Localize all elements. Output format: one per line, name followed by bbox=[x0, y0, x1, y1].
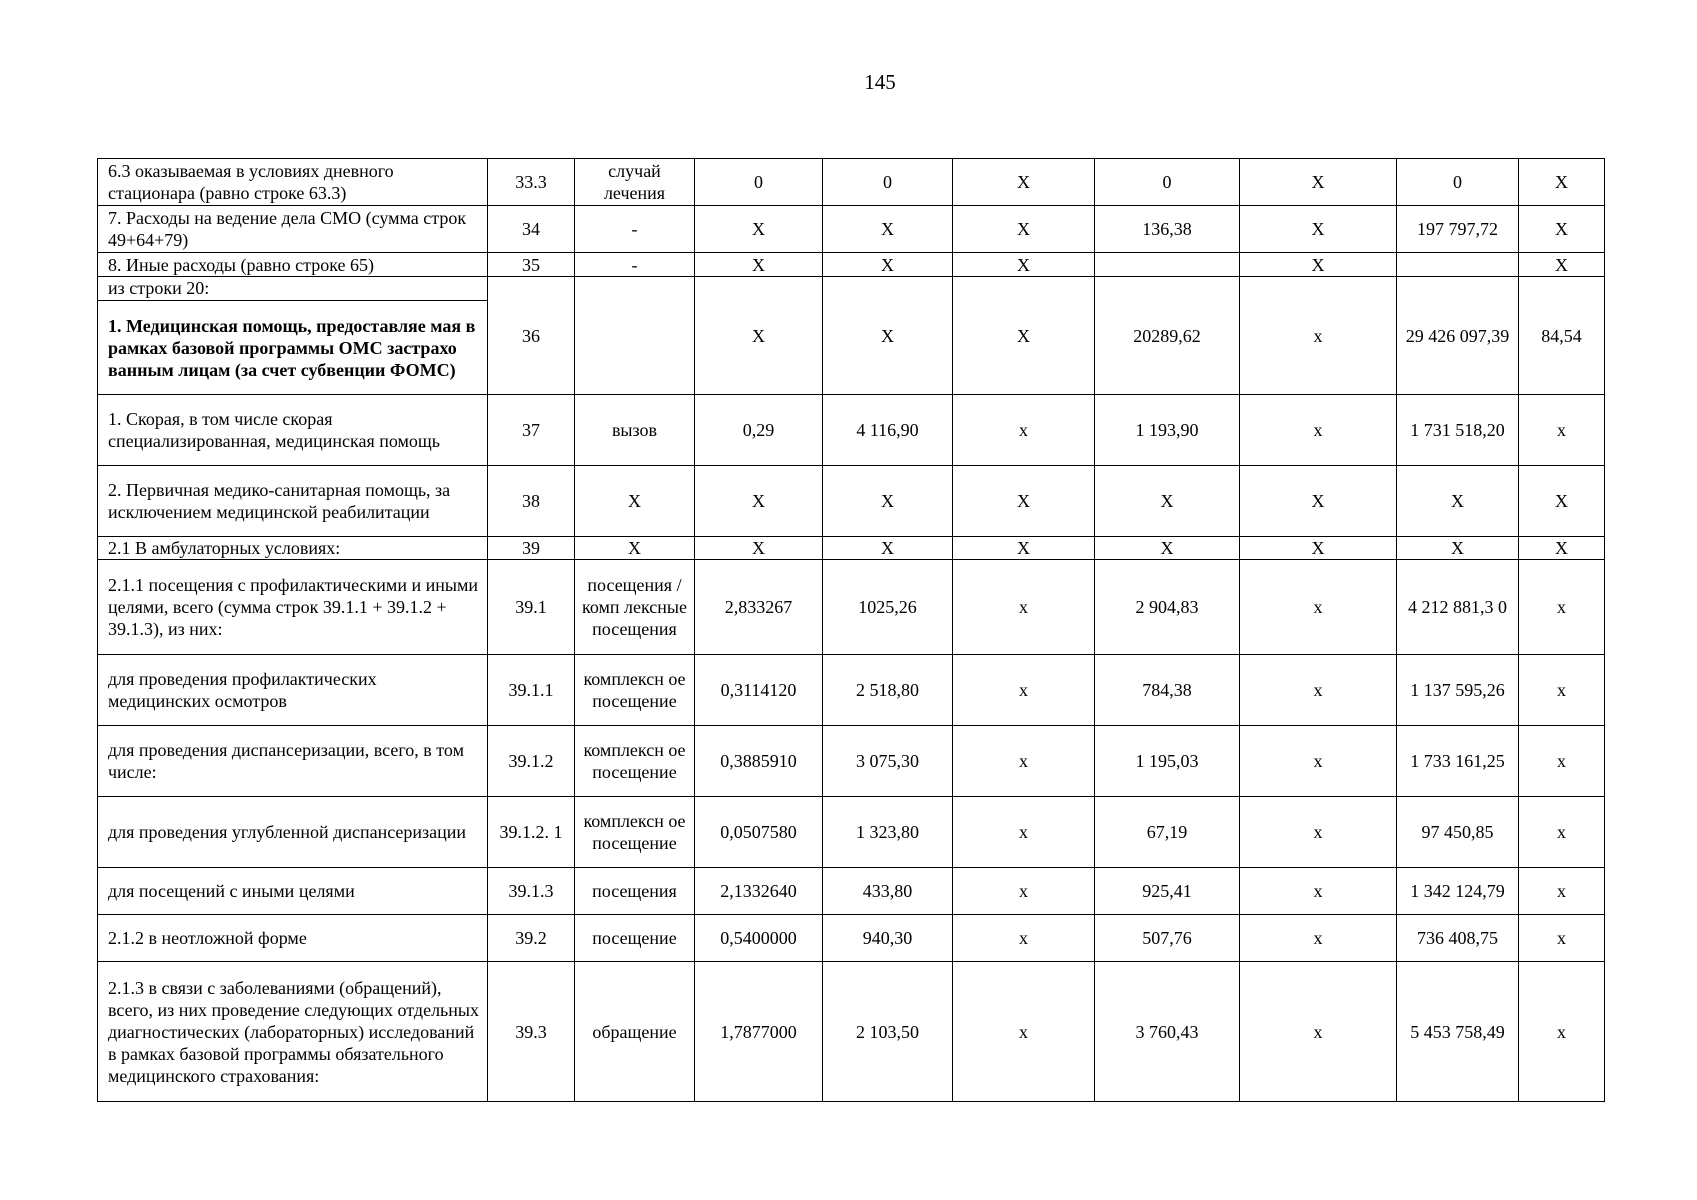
row-cell: х bbox=[953, 915, 1095, 962]
row-cell: Х bbox=[1397, 466, 1519, 537]
row-unit bbox=[575, 277, 695, 395]
row-cell: 2 904,83 bbox=[1095, 560, 1240, 655]
row-cell: 784,38 bbox=[1095, 655, 1240, 726]
row-cell: х bbox=[1519, 962, 1605, 1102]
table-row bbox=[98, 560, 1605, 655]
row-cell: 0 bbox=[1095, 159, 1240, 206]
row-name: 2.1.3 в связи с заболеваниями (обращений), всего, из них проведение следующих отдельных диагностических (лабораторных) исследований в рамках базовой программы обязательного медицинского страхования: bbox=[98, 962, 488, 1102]
row-cell: х bbox=[1519, 655, 1605, 726]
row-cell: Х bbox=[823, 253, 953, 277]
table-row bbox=[98, 159, 1605, 206]
row-cell: х bbox=[953, 797, 1095, 868]
row-line-number: 33.3 bbox=[488, 159, 575, 206]
row-unit: - bbox=[575, 253, 695, 277]
row-line-number: 39.1.3 bbox=[488, 868, 575, 915]
row-cell: х bbox=[953, 868, 1095, 915]
row-cell: 5 453 758,49 bbox=[1397, 962, 1519, 1102]
row-cell: х bbox=[1240, 277, 1397, 395]
row-name: 2.1.2 в неотложной форме bbox=[98, 915, 488, 962]
row-cell: х bbox=[953, 726, 1095, 797]
row-cell: х bbox=[1240, 395, 1397, 466]
table-row bbox=[98, 962, 1605, 1102]
row-cell: 0 bbox=[1397, 159, 1519, 206]
row-cell: 2 103,50 bbox=[823, 962, 953, 1102]
row-cell: 136,38 bbox=[1095, 206, 1240, 253]
row-cell: 67,19 bbox=[1095, 797, 1240, 868]
table-row bbox=[98, 868, 1605, 915]
row-name: для проведения углубленной диспансеризации bbox=[98, 797, 488, 868]
row-unit: комплексн ое посещение bbox=[575, 726, 695, 797]
row-line-number: 39.1.2. 1 bbox=[488, 797, 575, 868]
row-cell: Х bbox=[953, 206, 1095, 253]
page-number: 145 bbox=[864, 70, 896, 94]
row-line-number: 39.3 bbox=[488, 962, 575, 1102]
row-cell: х bbox=[953, 655, 1095, 726]
row-cell: х bbox=[1519, 395, 1605, 466]
row-cell: х bbox=[1240, 962, 1397, 1102]
row-name: 2.1.1 посещения с профилактическими и иными целями, всего (сумма строк 39.1.1 + 39.1.2 + 39.1.3), из них: bbox=[98, 560, 488, 655]
row-unit: посещения /комп лексные посещения bbox=[575, 560, 695, 655]
row-unit: посещение bbox=[575, 915, 695, 962]
row-cell: 1,7877000 bbox=[695, 962, 823, 1102]
row-cell: х bbox=[953, 395, 1095, 466]
row-cell: Х bbox=[823, 277, 953, 395]
row-cell: 1 733 161,25 bbox=[1397, 726, 1519, 797]
row-cell: 0,3114120 bbox=[695, 655, 823, 726]
row-unit: комплексн ое посещение bbox=[575, 797, 695, 868]
row-line-number: 39.1.1 bbox=[488, 655, 575, 726]
row-name: для проведения профилактических медицинских осмотров bbox=[98, 655, 488, 726]
table-row bbox=[98, 797, 1605, 868]
row-cell: Х bbox=[953, 277, 1095, 395]
table-row bbox=[98, 395, 1605, 466]
table-row bbox=[98, 277, 1605, 301]
row-cell: 197 797,72 bbox=[1397, 206, 1519, 253]
row-cell: 507,76 bbox=[1095, 915, 1240, 962]
row-cell: 1 323,80 bbox=[823, 797, 953, 868]
row-name: 7. Расходы на ведение дела СМО (сумма строк 49+64+79) bbox=[98, 206, 488, 253]
row-cell: 0,5400000 bbox=[695, 915, 823, 962]
table-row bbox=[98, 537, 1605, 560]
row-name: 1. Медицинская помощь, предоставляе мая в рамках базовой программы ОМС застрахо ванным лицам (за счет субвенции ФОМС) bbox=[98, 301, 488, 395]
row-cell: Х bbox=[1519, 537, 1605, 560]
row-cell: х bbox=[1240, 655, 1397, 726]
table-row bbox=[98, 253, 1605, 277]
row-unit: посещения bbox=[575, 868, 695, 915]
row-cell: Х bbox=[953, 537, 1095, 560]
row-cell: х bbox=[1240, 560, 1397, 655]
row-cell: 0,0507580 bbox=[695, 797, 823, 868]
row-cell: 1 195,03 bbox=[1095, 726, 1240, 797]
row-cell: 20289,62 bbox=[1095, 277, 1240, 395]
row-line-number: 38 bbox=[488, 466, 575, 537]
row-cell: х bbox=[1519, 868, 1605, 915]
table-row bbox=[98, 655, 1605, 726]
row-cell: 1 193,90 bbox=[1095, 395, 1240, 466]
row-cell: 940,30 bbox=[823, 915, 953, 962]
row-unit: вызов bbox=[575, 395, 695, 466]
row-cell: 0 bbox=[695, 159, 823, 206]
row-unit: Х bbox=[575, 537, 695, 560]
row-cell: Х bbox=[1240, 537, 1397, 560]
row-cell bbox=[1095, 253, 1240, 277]
row-name: 2.1 В амбулаторных условиях: bbox=[98, 537, 488, 560]
row-line-number: 35 bbox=[488, 253, 575, 277]
row-cell: х bbox=[1240, 868, 1397, 915]
row-cell: 84,54 bbox=[1519, 277, 1605, 395]
row-name: 1. Скорая, в том числе скорая специализированная, медицинская помощь bbox=[98, 395, 488, 466]
row-cell: Х bbox=[695, 537, 823, 560]
row-cell: Х bbox=[1397, 537, 1519, 560]
row-cell: х bbox=[1519, 797, 1605, 868]
row-cell: 1 342 124,79 bbox=[1397, 868, 1519, 915]
row-cell: х bbox=[1240, 797, 1397, 868]
row-cell: 1 731 518,20 bbox=[1397, 395, 1519, 466]
row-cell: Х bbox=[823, 206, 953, 253]
row-cell: х bbox=[1240, 915, 1397, 962]
row-cell: 0 bbox=[823, 159, 953, 206]
row-cell: Х bbox=[695, 277, 823, 395]
row-cell: Х bbox=[953, 253, 1095, 277]
row-cell: 1025,26 bbox=[823, 560, 953, 655]
row-cell: Х bbox=[1095, 537, 1240, 560]
row-cell: 2,833267 bbox=[695, 560, 823, 655]
row-cell: 29 426 097,39 bbox=[1397, 277, 1519, 395]
row-cell: х bbox=[1519, 726, 1605, 797]
row-cell: 736 408,75 bbox=[1397, 915, 1519, 962]
row-cell: Х bbox=[953, 159, 1095, 206]
row-line-number: 36 bbox=[488, 277, 575, 395]
row-unit: комплексн ое посещение bbox=[575, 655, 695, 726]
row-cell: Х bbox=[1519, 159, 1605, 206]
row-cell: Х bbox=[1519, 206, 1605, 253]
row-cell: 4 116,90 bbox=[823, 395, 953, 466]
row-cell: 97 450,85 bbox=[1397, 797, 1519, 868]
row-cell: Х bbox=[695, 253, 823, 277]
row-cell: Х bbox=[1240, 466, 1397, 537]
row-cell: 0,3885910 bbox=[695, 726, 823, 797]
row-cell: Х bbox=[1240, 206, 1397, 253]
row-line-number: 39.1.2 bbox=[488, 726, 575, 797]
row-cell: х bbox=[1519, 915, 1605, 962]
row-unit: обращение bbox=[575, 962, 695, 1102]
row-cell: 2,1332640 bbox=[695, 868, 823, 915]
row-cell: х bbox=[953, 560, 1095, 655]
row-cell: 925,41 bbox=[1095, 868, 1240, 915]
row-cell: Х bbox=[953, 466, 1095, 537]
table-row bbox=[98, 915, 1605, 962]
row-cell: 4 212 881,3 0 bbox=[1397, 560, 1519, 655]
row-line-number: 37 bbox=[488, 395, 575, 466]
row-name: 6.3 оказываемая в условиях дневного стационара (равно строке 63.3) bbox=[98, 159, 488, 206]
row-cell: х bbox=[953, 962, 1095, 1102]
row-cell: 433,80 bbox=[823, 868, 953, 915]
row-cell: Х bbox=[1519, 253, 1605, 277]
row-cell: 1 137 595,26 bbox=[1397, 655, 1519, 726]
row-cell: х bbox=[1519, 560, 1605, 655]
row-cell: Х bbox=[1095, 466, 1240, 537]
row-cell: 2 518,80 bbox=[823, 655, 953, 726]
row-name: 8. Иные расходы (равно строке 65) bbox=[98, 253, 488, 277]
table-row bbox=[98, 206, 1605, 253]
row-cell: Х bbox=[823, 537, 953, 560]
row-cell: Х bbox=[1519, 466, 1605, 537]
table-row bbox=[98, 726, 1605, 797]
row-line-number: 34 bbox=[488, 206, 575, 253]
row-cell bbox=[1397, 253, 1519, 277]
row-line-number: 39.1 bbox=[488, 560, 575, 655]
row-unit: Х bbox=[575, 466, 695, 537]
row-name: для проведения диспансеризации, всего, в том числе: bbox=[98, 726, 488, 797]
row-cell: Х bbox=[1240, 253, 1397, 277]
row-name: 2. Первичная медико-санитарная помощь, за исключением медицинской реабилитации bbox=[98, 466, 488, 537]
row-cell: Х bbox=[695, 466, 823, 537]
row-unit: случай лечения bbox=[575, 159, 695, 206]
row-cell: Х bbox=[695, 206, 823, 253]
row-unit: - bbox=[575, 206, 695, 253]
row-cell: Х bbox=[823, 466, 953, 537]
row-name: из строки 20: bbox=[98, 277, 488, 301]
row-cell: х bbox=[1240, 726, 1397, 797]
row-cell: 3 075,30 bbox=[823, 726, 953, 797]
row-cell: Х bbox=[1240, 159, 1397, 206]
row-name: для посещений с иными целями bbox=[98, 868, 488, 915]
row-cell: 0,29 bbox=[695, 395, 823, 466]
row-cell: 3 760,43 bbox=[1095, 962, 1240, 1102]
table-row bbox=[98, 466, 1605, 537]
row-line-number: 39.2 bbox=[488, 915, 575, 962]
row-line-number: 39 bbox=[488, 537, 575, 560]
financial-table bbox=[97, 158, 1605, 1102]
